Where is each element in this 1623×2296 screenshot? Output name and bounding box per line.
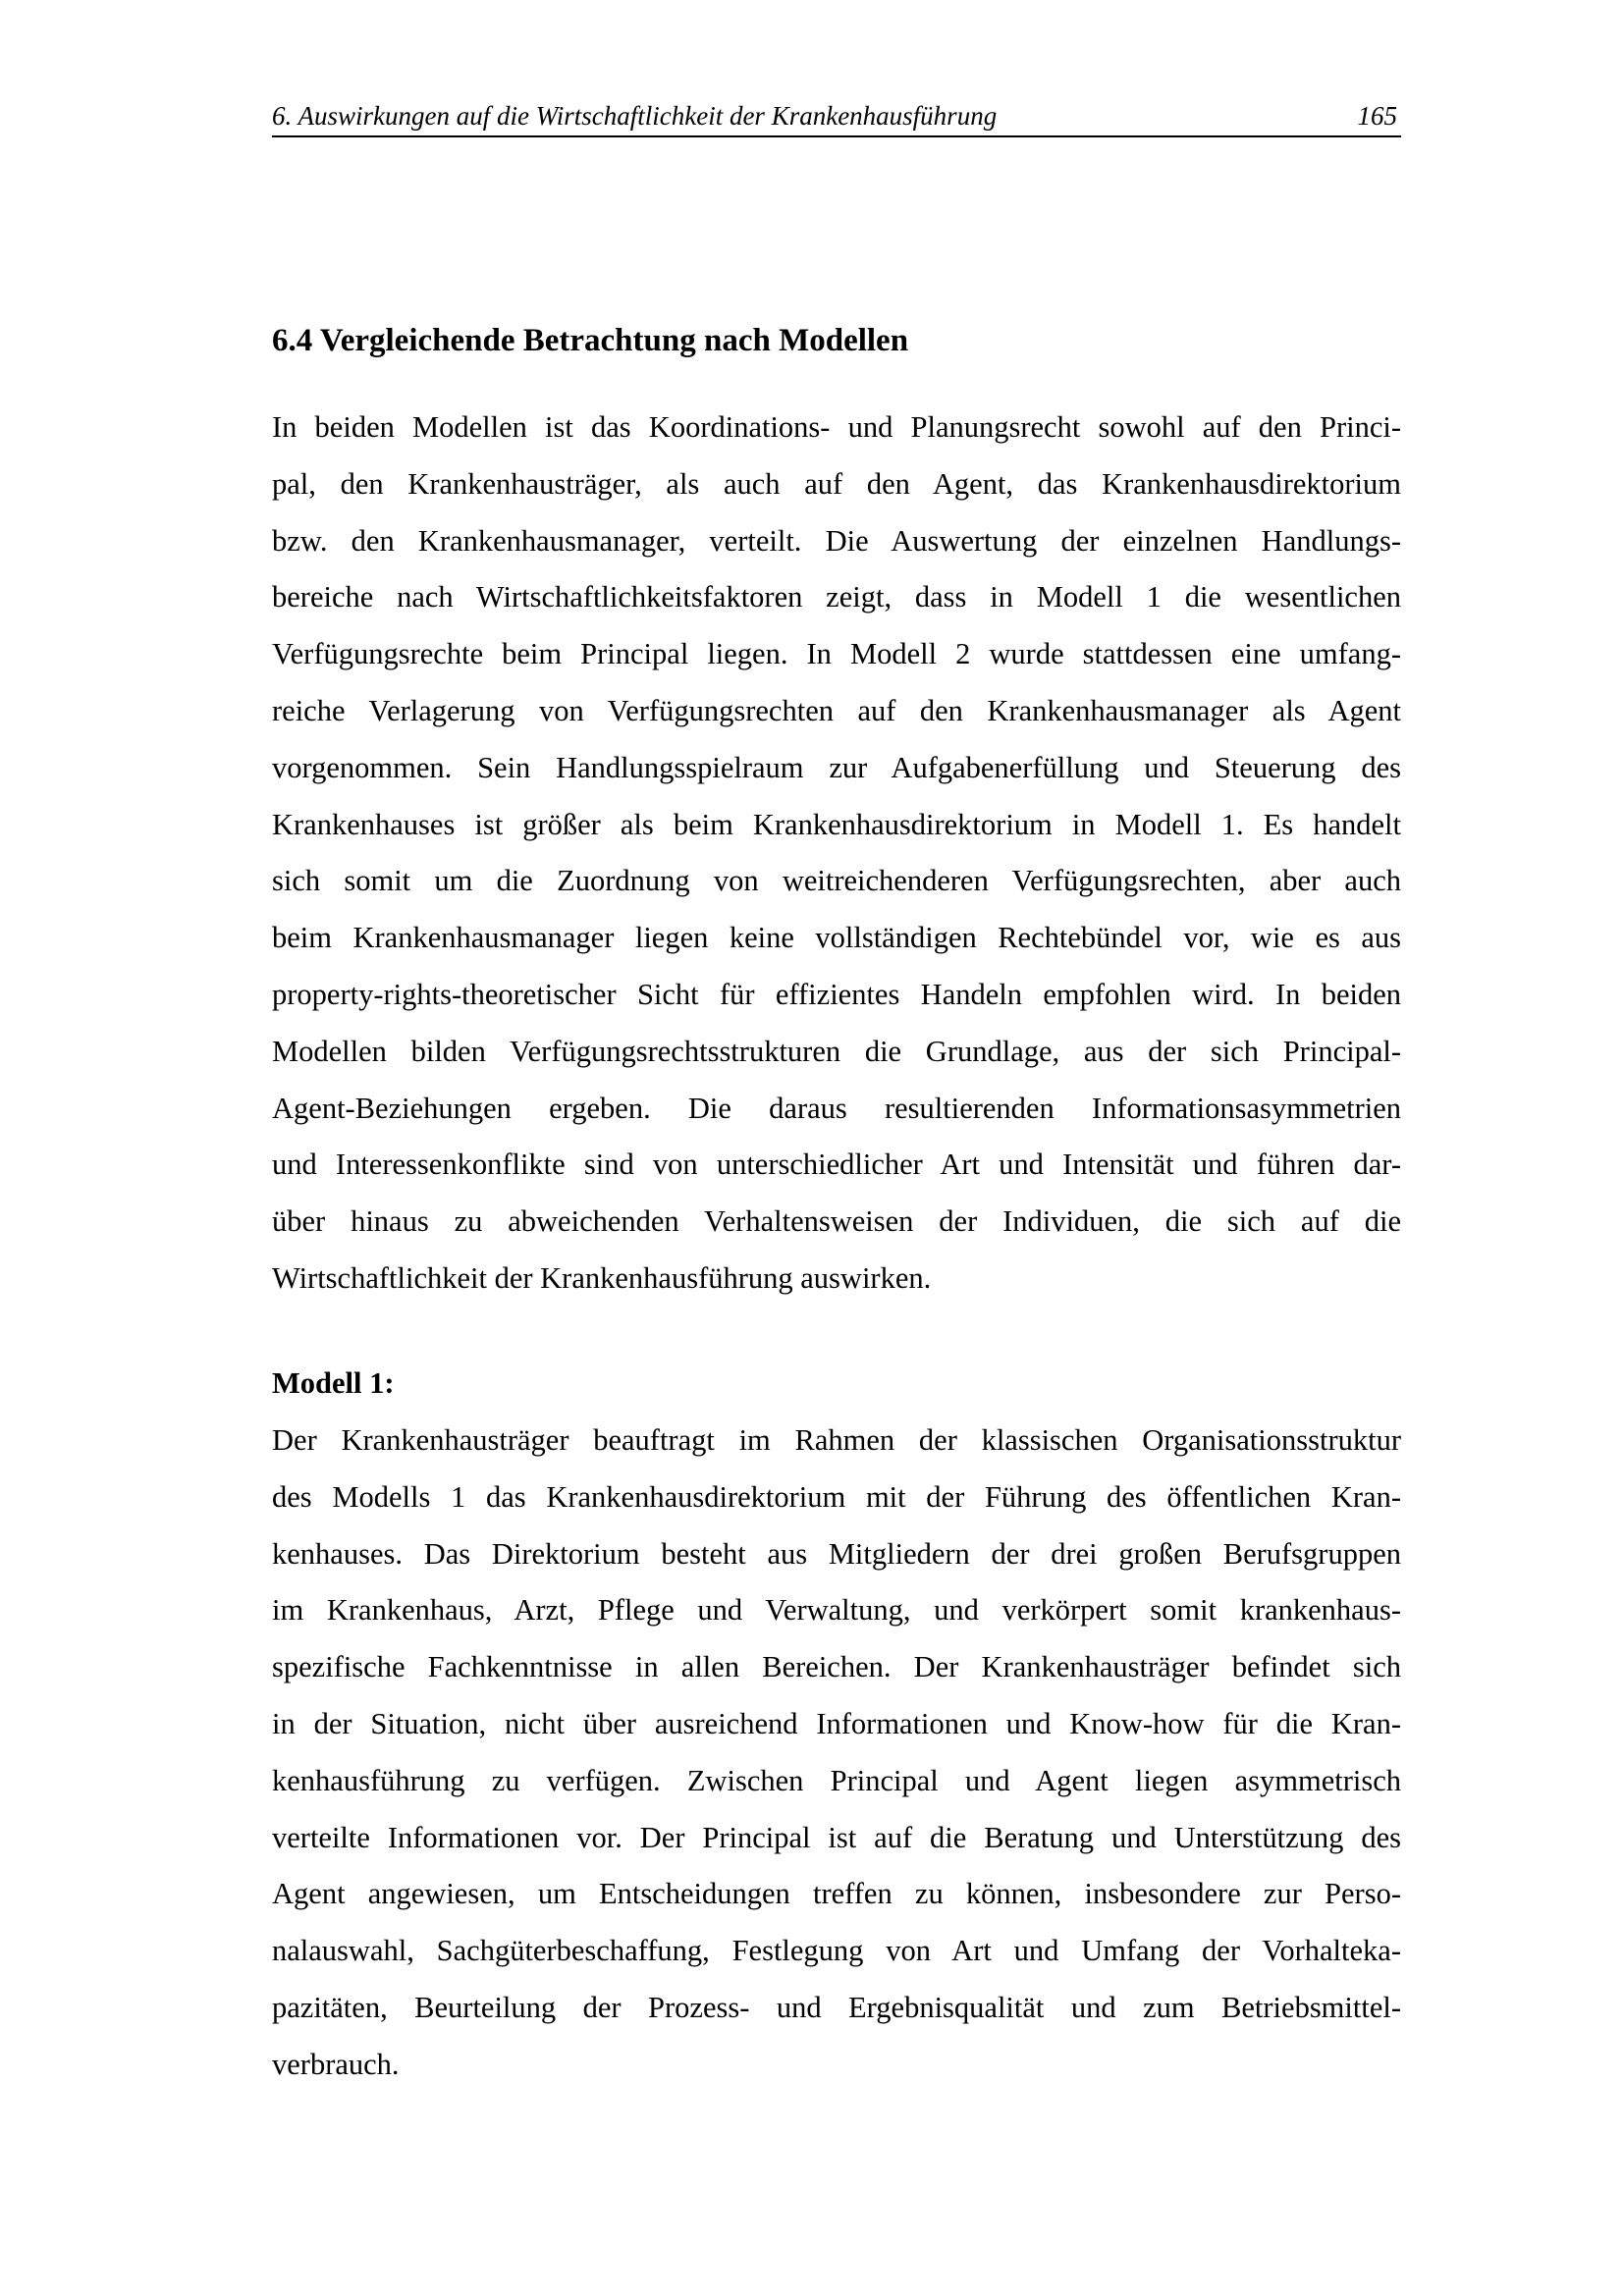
text-line: und Interessenkonflikte sind von unterschiedlicher Art und Intensität und führen dar- — [272, 1148, 1401, 1182]
text-line: bereiche nach Wirtschaftlichkeitsfaktoren zeigt, dass in Modell 1 die wesentlichen — [272, 580, 1401, 614]
text-line: bzw. den Krankenhausmanager, verteilt. Die Auswertung der einzelnen Handlungs- — [272, 523, 1401, 558]
text-line: reiche Verlagerung von Verfügungsrechten auf den Krankenhausmanager als Agent — [272, 693, 1401, 727]
text-line: Wirtschaftlichkeit der Krankenhausführung auswirken. — [272, 1260, 932, 1295]
text-line: Verfügungsrechte beim Principal liegen. In Modell 2 wurde stattdessen eine umfang- — [272, 637, 1401, 671]
text-line: In beiden Modellen ist das Koordinations- und Planungsrecht sowohl auf den Princi- — [272, 410, 1401, 444]
text-line: property-rights-theoretischer Sicht für effizientes Handeln empfohlen wird. In beiden — [272, 977, 1401, 1011]
text-line: im Krankenhaus, Arzt, Pflege und Verwaltung, und verkörpert somit krankenhaus- — [272, 1593, 1401, 1628]
text-line: beim Krankenhausmanager liegen keine vollständigen Rechtebündel vor, wie es aus — [272, 921, 1401, 955]
paragraph-intro — [272, 400, 1401, 1308]
text-line: nalauswahl, Sachgüterbeschaffung, Festlegung von Art und Umfang der Vorhalteka- — [272, 1934, 1401, 1968]
text-line: pazitäten, Beurteilung der Prozess- und Ergebnisqualität und zum Betriebsmittel- — [272, 1990, 1401, 2024]
text-line: in der Situation, nicht über ausreichend Informationen und Know-how für die Kran- — [272, 1706, 1401, 1740]
text-line: Der Krankenhausträger beauftragt im Rahmen der klassischen Organisationsstruktur — [272, 1423, 1401, 1457]
text-line: über hinaus zu abweichenden Verhaltensweisen der Individuen, die sich auf die — [272, 1204, 1401, 1239]
paragraph-model1 — [272, 1413, 1401, 2094]
text-line: des Modells 1 das Krankenhausdirektorium mit der Führung des öffentlichen Kran- — [272, 1479, 1401, 1514]
text-line: Agent-Beziehungen ergeben. Die daraus resultierenden Informationsasymmetrien — [272, 1091, 1401, 1125]
text-line: pal, den Krankenhausträger, als auch auf den Agent, das Krankenhausdirektorium — [272, 466, 1401, 501]
text-line: verteilte Informationen vor. Der Principal ist auf die Beratung und Unterstützung des — [272, 1820, 1401, 1854]
page-number: 165 — [1357, 101, 1397, 131]
text-line: verbrauch. — [272, 2047, 400, 2081]
text-line: kenhauses. Das Direktorium besteht aus Mitgliedern der drei großen Berufsgruppen — [272, 1536, 1401, 1571]
text-line: Agent angewiesen, um Entscheidungen treffen zu können, insbesondere zur Perso- — [272, 1877, 1401, 1911]
model1-heading: Modell 1: — [272, 1366, 395, 1400]
text-line: Krankenhauses ist größer als beim Krankenhausdirektorium in Modell 1. Es handelt — [272, 807, 1401, 841]
text-line: kenhausführung zu verfügen. Zwischen Principal und Agent liegen asymmetrisch — [272, 1763, 1401, 1797]
text-line: vorgenommen. Sein Handlungsspielraum zur Aufgabenerfüllung und Steuerung des — [272, 750, 1401, 784]
text-line: spezifische Fachkenntnisse in allen Bereichen. Der Krankenhausträger befindet sich — [272, 1650, 1401, 1684]
section-heading: 6.4 Vergleichende Betrachtung nach Modellen — [272, 323, 909, 358]
text-line: Modellen bilden Verfügungsrechtsstrukturen die Grundlage, aus der sich Principal- — [272, 1034, 1401, 1068]
running-title: 6. Auswirkungen auf die Wirtschaftlichkeit der Krankenhausführung — [272, 101, 998, 131]
text-line: sich somit um die Zuordnung von weitreichenderen Verfügungsrechten, aber auch — [272, 864, 1401, 898]
page-header — [272, 96, 1401, 137]
